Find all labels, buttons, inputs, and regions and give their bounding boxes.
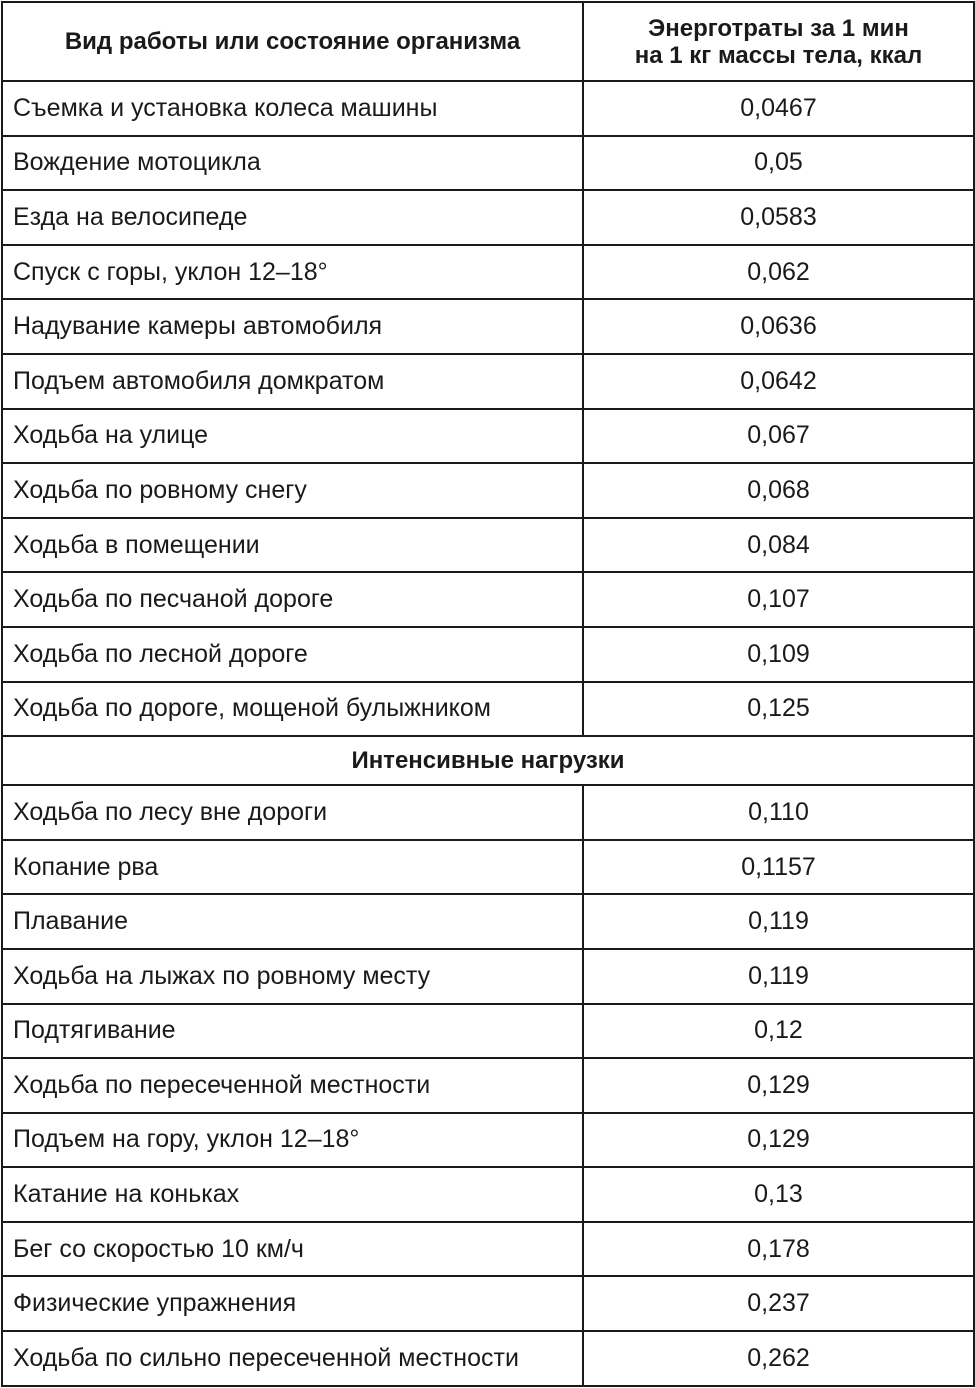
activity-cell: Подтягивание [2, 1004, 583, 1059]
activity-cell: Ходьба по пересеченной местности [2, 1058, 583, 1113]
table-row [2, 1222, 974, 1277]
activity-cell: Спуск с горы, уклон 12–18° [2, 245, 583, 300]
table-row [2, 894, 974, 949]
energy-value-cell: 0,1157 [583, 840, 974, 895]
table-row [2, 627, 974, 682]
activity-cell: Ходьба в помещении [2, 518, 583, 573]
header-row [2, 2, 974, 81]
table-header [2, 2, 974, 81]
activity-cell: Вождение мотоцикла [2, 136, 583, 191]
table-row [2, 949, 974, 1004]
activity-cell: Плавание [2, 894, 583, 949]
energy-value-cell: 0,129 [583, 1058, 974, 1113]
header-activity: Вид работы или состояние организма [2, 2, 583, 81]
activity-cell: Езда на велосипеде [2, 190, 583, 245]
energy-value-cell: 0,107 [583, 572, 974, 627]
energy-value-cell: 0,129 [583, 1113, 974, 1168]
energy-value-cell: 0,12 [583, 1004, 974, 1059]
table-row [2, 1004, 974, 1059]
header-energy-line1: Энерготраты за 1 мин [648, 14, 909, 42]
table-row [2, 299, 974, 354]
activity-cell: Подъем на гору, уклон 12–18° [2, 1113, 583, 1168]
activity-cell: Ходьба по дороге, мощеной булыжником [2, 682, 583, 737]
energy-value-cell: 0,0642 [583, 354, 974, 409]
table-row [2, 785, 974, 840]
energy-value-cell: 0,262 [583, 1331, 974, 1386]
table-row [2, 409, 974, 464]
energy-value-cell: 0,110 [583, 785, 974, 840]
table-body-intense [2, 785, 974, 1386]
energy-value-cell: 0,109 [583, 627, 974, 682]
table-row [2, 572, 974, 627]
energy-value-cell: 0,119 [583, 894, 974, 949]
energy-value-cell: 0,084 [583, 518, 974, 573]
table-row [2, 136, 974, 191]
activity-cell: Ходьба на лыжах по ровному месту [2, 949, 583, 1004]
activity-cell: Ходьба по ровному снегу [2, 463, 583, 518]
table-row [2, 354, 974, 409]
activity-cell: Бег со скоростью 10 км/ч [2, 1222, 583, 1277]
energy-value-cell: 0,0636 [583, 299, 974, 354]
energy-value-cell: 0,237 [583, 1276, 974, 1331]
activity-cell: Ходьба на улице [2, 409, 583, 464]
table-row [2, 1058, 974, 1113]
activity-cell: Подъем автомобиля домкратом [2, 354, 583, 409]
energy-value-cell: 0,13 [583, 1167, 974, 1222]
energy-value-cell: 0,05 [583, 136, 974, 191]
table-row [2, 1331, 974, 1386]
activity-cell: Ходьба по лесной дороге [2, 627, 583, 682]
table-row [2, 463, 974, 518]
energy-value-cell: 0,0583 [583, 190, 974, 245]
table-row [2, 682, 974, 737]
energy-value-cell: 0,068 [583, 463, 974, 518]
table-row [2, 1167, 974, 1222]
table-row [2, 840, 974, 895]
table-row [2, 518, 974, 573]
energy-value-cell: 0,062 [583, 245, 974, 300]
activity-cell: Катание на коньках [2, 1167, 583, 1222]
header-energy-line2: на 1 кг массы тела, ккал [634, 41, 923, 69]
activity-cell: Ходьба по песчаной дороге [2, 572, 583, 627]
activity-cell: Ходьба по лесу вне дороги [2, 785, 583, 840]
activity-cell: Съемка и установка колеса машины [2, 81, 583, 136]
energy-value-cell: 0,178 [583, 1222, 974, 1277]
table-section [2, 736, 974, 785]
energy-expenditure-table [1, 1, 975, 1387]
energy-value-cell: 0,125 [583, 682, 974, 737]
section-row [2, 736, 974, 785]
energy-value-cell: 0,0467 [583, 81, 974, 136]
table-row [2, 1113, 974, 1168]
energy-value-cell: 0,067 [583, 409, 974, 464]
table-body-light [2, 81, 974, 736]
activity-cell: Физические упражнения [2, 1276, 583, 1331]
table-row [2, 81, 974, 136]
activity-cell: Ходьба по сильно пересеченной местности [2, 1331, 583, 1386]
activity-cell: Надувание камеры автомобиля [2, 299, 583, 354]
table-row [2, 245, 974, 300]
activity-cell: Копание рва [2, 840, 583, 895]
energy-value-cell: 0,119 [583, 949, 974, 1004]
section-title: Интенсивные нагрузки [2, 736, 974, 785]
energy-table-container [1, 1, 973, 1387]
table-row [2, 190, 974, 245]
header-energy [583, 2, 974, 81]
table-row [2, 1276, 974, 1331]
